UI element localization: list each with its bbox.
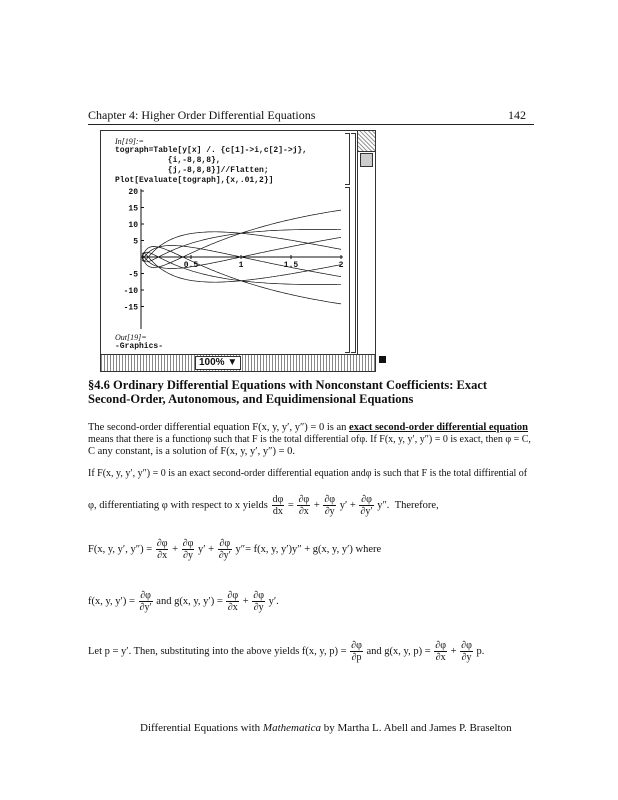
y-tick-label: 15 <box>128 204 138 214</box>
text: Mathematica <box>262 722 321 734</box>
group-cell-bracket[interactable] <box>351 133 356 353</box>
fraction <box>297 494 310 517</box>
text: and g(x, y, y′) = <box>156 595 223 607</box>
fraction <box>350 640 363 663</box>
equation-line <box>88 538 381 561</box>
equation-line <box>88 640 484 663</box>
text: The second-order differential equation F(x, y, y′, y″) = 0 is an <box>88 422 350 433</box>
x-tick-label: 1.5 <box>283 261 299 270</box>
numerator: ∂φ <box>461 640 472 651</box>
y-tick-label: 20 <box>128 188 138 197</box>
numerator: ∂φ <box>182 538 194 549</box>
text: p. <box>476 645 485 657</box>
operator: + <box>313 499 320 511</box>
operator: + <box>450 645 457 657</box>
numerator: ∂φ <box>435 640 446 651</box>
denominator: ∂y′ <box>139 602 152 613</box>
input-cell-bracket[interactable] <box>345 133 350 185</box>
operator: + <box>208 543 215 555</box>
horizontal-scrollbar[interactable] <box>101 354 375 371</box>
input-cell <box>115 137 307 186</box>
numerator: ∂φ <box>219 538 231 549</box>
numerator: ∂φ <box>253 590 264 601</box>
fraction <box>252 590 265 613</box>
numerator: ∂φ <box>156 538 168 549</box>
numerator: ∂φ <box>140 590 151 601</box>
output-label: Out[19]= <box>115 333 147 342</box>
numerator: dφ <box>272 494 284 505</box>
text: Therefore, <box>394 499 439 511</box>
fraction <box>460 640 473 663</box>
vertical-scrollbar[interactable] <box>357 131 375 354</box>
chevron-down-icon: ▼ <box>227 357 238 368</box>
code-line: tograph=Table[y[x] /. {c[1]->i,c[2]->j}, <box>115 146 308 155</box>
denominator: ∂y <box>253 602 264 613</box>
paragraph-line: If F(x, y, y′, y″) = 0 is an exact second-order differential equation andφ is such that F is the total diffirential of <box>88 468 528 479</box>
output-cell-bracket[interactable] <box>345 187 350 353</box>
fraction <box>182 538 195 561</box>
denominator: ∂y <box>324 506 335 517</box>
fraction <box>272 494 285 517</box>
fraction <box>359 494 373 517</box>
numerator: ∂φ <box>361 494 372 505</box>
x-tick-label: 2 <box>338 261 344 270</box>
denominator: ∂p <box>351 652 362 663</box>
text: by Martha L. Abell and James P. Braselton <box>320 722 512 734</box>
fraction <box>323 494 336 517</box>
text: y′ <box>197 543 206 555</box>
paragraph-line <box>88 422 528 434</box>
operator: + <box>172 543 179 555</box>
operator: + <box>242 595 249 607</box>
fraction <box>226 590 239 613</box>
zoom-menu[interactable] <box>195 356 241 370</box>
text: Differential Equations with <box>140 722 263 734</box>
y-tick-label: 5 <box>133 237 138 247</box>
notebook-window <box>100 130 376 372</box>
denominator: ∂x <box>157 550 168 561</box>
output-value: -Graphics- <box>115 342 164 351</box>
fraction <box>218 538 232 561</box>
page-number: 142 <box>508 108 526 122</box>
zoom-level: 100% <box>199 357 225 368</box>
text: y″= f(x, y, y′)y″ + g(x, y, y′) where <box>235 543 382 555</box>
fraction <box>434 640 447 663</box>
denominator: dx <box>272 506 283 517</box>
denominator: ∂x <box>227 602 238 613</box>
fraction <box>156 538 169 561</box>
code-line: {i,-8,8,8}, <box>115 156 221 165</box>
plot <box>111 187 351 337</box>
text: y″. <box>377 499 390 511</box>
page-header-chapter: Chapter 4: Higher Order Differential Equations <box>88 108 316 122</box>
y-tick-label: 10 <box>128 221 138 230</box>
equation-line <box>88 590 279 613</box>
equation-line <box>88 494 439 517</box>
page-footer <box>140 722 512 734</box>
operator: + <box>349 499 356 511</box>
denominator: ∂y′ <box>360 506 373 517</box>
numerator: ∂φ <box>324 494 336 505</box>
numerator: ∂φ <box>351 640 362 651</box>
output-cell <box>115 333 163 352</box>
text: Let p = y′. Then, substituting into the above yields f(x, y, p) = <box>88 645 347 657</box>
end-of-example-square <box>379 356 386 363</box>
denominator: ∂x <box>435 652 446 663</box>
defined-term: exact second-order differential equation <box>349 422 528 433</box>
text: y′ <box>339 499 348 511</box>
text: φ, differentiating φ with respect to x yields <box>88 499 268 511</box>
y-tick-label: -10 <box>123 287 138 296</box>
input-label: In[19]:= <box>115 137 144 146</box>
y-tick-label: -15 <box>123 303 138 313</box>
header-rule <box>88 124 534 125</box>
paragraph-line: means that there is a functionφ such that F is the total differential ofφ. If F(x, y, y′, y″) = 0 is exact, then φ = C, <box>88 434 531 445</box>
numerator: ∂φ <box>298 494 310 505</box>
section-title: §4.6 Ordinary Differential Equations with Nonconstant Coefficients: Exact Second-Order, Autonomous, and Equidimensional Equations <box>88 378 488 406</box>
scroll-thumb[interactable] <box>360 153 373 167</box>
scroll-track[interactable] <box>358 131 375 152</box>
denominator: ∂y <box>461 652 472 663</box>
text: f(x, y, y′) = <box>88 595 135 607</box>
x-tick-label: 0.5 <box>183 261 199 270</box>
denominator: ∂y <box>183 550 193 561</box>
code-line: Plot[Evaluate[tograph],{x,.01,2}] <box>115 176 274 185</box>
operator: = <box>287 499 294 511</box>
paragraph-line: C any constant, is a solution of F(x, y, y′, y″) = 0. <box>88 446 296 457</box>
y-tick-label: -5 <box>128 270 138 280</box>
denominator: ∂y′ <box>218 550 231 561</box>
text: and g(x, y, p) = <box>366 645 431 657</box>
text: y′. <box>268 595 279 607</box>
code-line: {j,-8,8,8}]//Flatten; <box>115 166 269 175</box>
x-tick-label: 1 <box>238 261 244 270</box>
text: F(x, y, y′, y″) = <box>88 543 153 555</box>
numerator: ∂φ <box>227 590 239 601</box>
fraction <box>139 590 153 613</box>
denominator: ∂x <box>298 506 309 517</box>
